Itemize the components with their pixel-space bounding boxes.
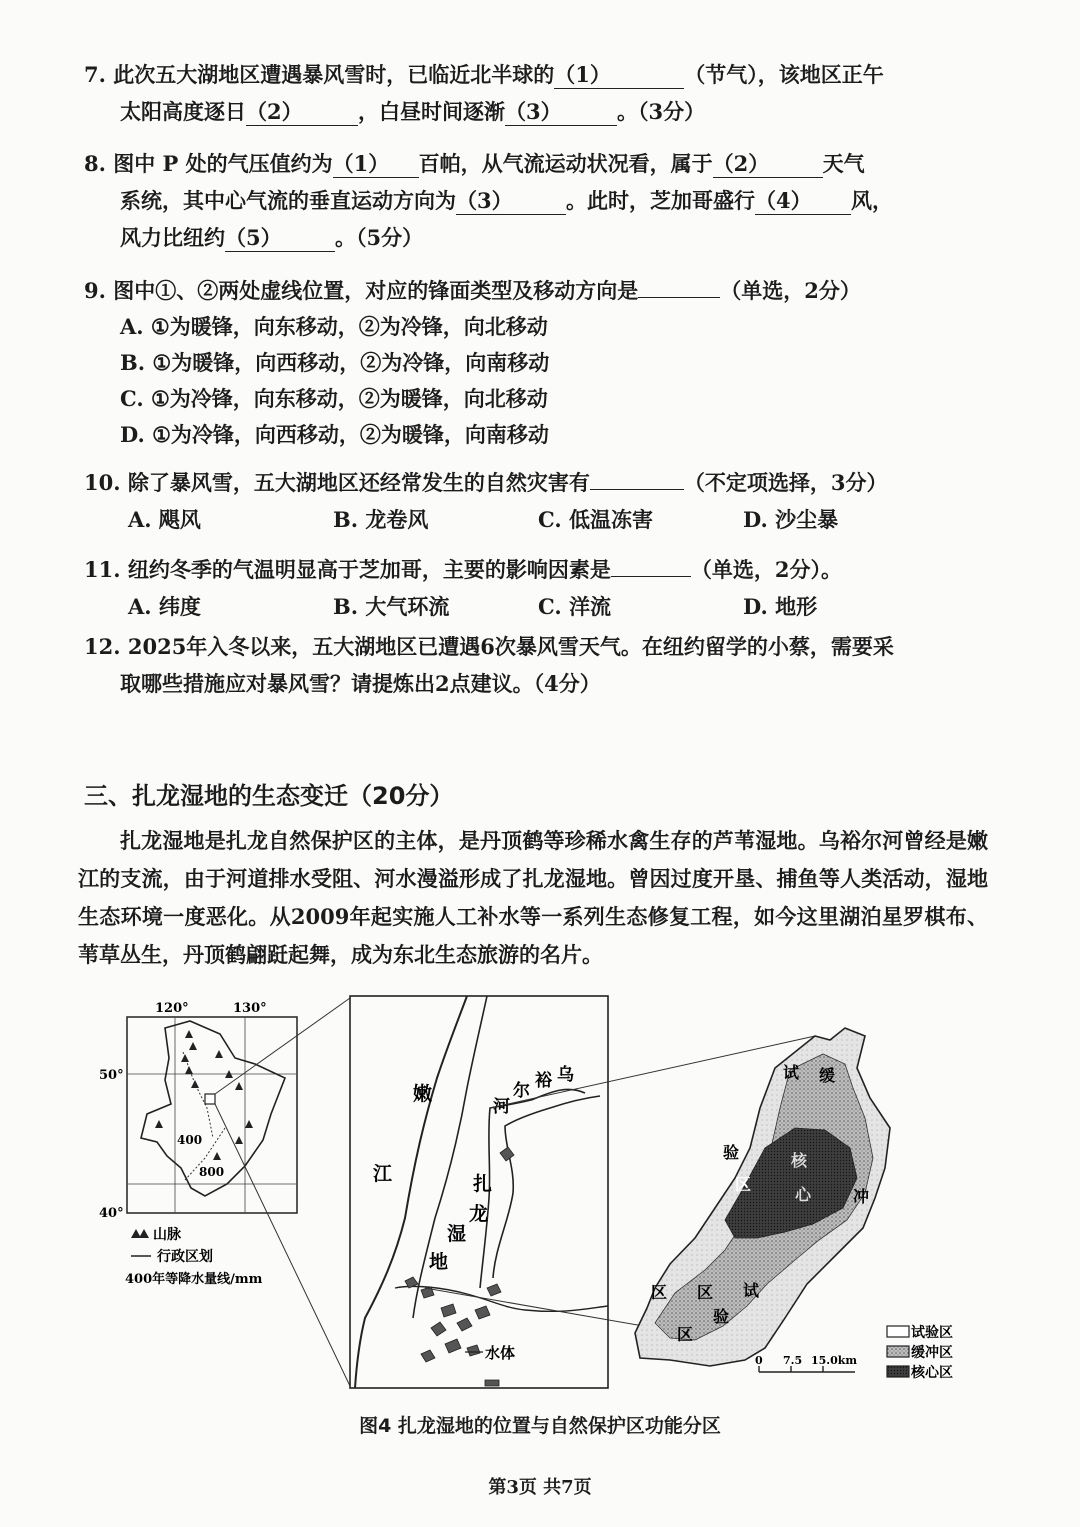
question-text: ，白昼时间逐渐 [358, 99, 505, 124]
answer-blank[interactable] [638, 297, 720, 298]
question-11 [84, 551, 984, 625]
question-7 [84, 56, 984, 130]
zone-label-buffer: 区 [651, 1283, 668, 1302]
question-text: 系统，其中心气流的垂直运动方向为 [120, 188, 456, 213]
question-text: 。（5分） [335, 225, 424, 250]
river-label-jiang: 江 [373, 1163, 393, 1185]
question-text: 除了暴风雪，五大湖地区还经常发生的自然灾害有 [127, 470, 590, 495]
zone-label-trial: 区 [677, 1325, 694, 1344]
question-text: （不定项选择，3分） [683, 470, 888, 495]
river-label-wuyuer: 河 [493, 1097, 510, 1117]
river-label-wuyuer: 尔 [513, 1081, 530, 1101]
question-8 [84, 145, 984, 256]
legend-admin: 行政区划 [157, 1249, 213, 1265]
legend-mountain: 山脉 [153, 1227, 181, 1243]
question-12 [84, 628, 984, 702]
answer-blank[interactable]: （2） [246, 99, 358, 126]
inset-latitude-label: 50° [99, 1068, 124, 1083]
question-text: （节气），该地区正午 [684, 62, 884, 87]
answer-blank[interactable]: （5） [225, 225, 335, 252]
zone-label-trial: 试 [783, 1063, 800, 1082]
question-text: 百帕，从气流运动状况看，属于 [418, 151, 713, 176]
wetland-label: 湿 [447, 1223, 467, 1245]
option-a[interactable]: A. 纬度 [128, 594, 201, 619]
legend-isohyet: 400年等降水量线/mm [125, 1272, 263, 1287]
question-10 [84, 464, 984, 538]
river-label-wuyuer: 裕 [535, 1071, 552, 1091]
scale-label: 7.5 [783, 1354, 803, 1367]
option-b[interactable]: B. 大气环流 [333, 594, 450, 619]
inset-map [99, 1001, 297, 1287]
inset-legend [125, 1227, 263, 1287]
page-footer: 第3页 共7页 [488, 1477, 592, 1498]
option-d[interactable]: D. 沙尘暴 [743, 507, 839, 532]
water-body-label: 水体 [485, 1344, 516, 1362]
isohyet-label: 800 [199, 1165, 225, 1179]
option-b[interactable]: B. 龙卷风 [333, 507, 429, 532]
buffer-zone-swatch [887, 1346, 909, 1357]
question-text: 。此时，芝加哥盛行 [566, 188, 755, 213]
answer-blank[interactable]: （2） [713, 151, 823, 178]
inset-latitude-label: 40° [99, 1206, 124, 1221]
isohyet-label: 400 [177, 1133, 203, 1147]
wetland-label: 地 [429, 1251, 449, 1273]
option-c[interactable]: C. 低温冻害 [538, 507, 653, 532]
legend-buffer: 缓冲区 [911, 1345, 953, 1361]
legend-core: 核心区 [911, 1365, 953, 1381]
inset-longitude-label: 130° [233, 1001, 267, 1016]
question-number: 12. [84, 634, 121, 659]
question-text: 。（3分） [617, 99, 706, 124]
option-a[interactable]: A. 飓风 [128, 507, 201, 532]
zone-label-core: 核 [791, 1151, 808, 1170]
question-text: （单选，2分） [720, 278, 861, 303]
figure-4-maps [95, 988, 985, 1408]
answer-blank[interactable]: （4） [755, 188, 851, 215]
zone-label-trial: 验 [723, 1143, 740, 1162]
question-number: 9. [84, 278, 106, 303]
zone-label-core: 区 [697, 1283, 714, 1302]
zone-legend [887, 1324, 953, 1381]
zone-label-buffer: 缓 [819, 1066, 836, 1085]
question-text: 风， [851, 188, 893, 213]
question-text: 太阳高度逐日 [120, 99, 246, 124]
wetland-label: 龙 [469, 1203, 489, 1225]
question-text: 取哪些措施应对暴风雪？请提炼出2点建议。（4分） [120, 671, 601, 696]
scale-label: 15.0km [811, 1354, 858, 1367]
answer-blank[interactable] [590, 489, 684, 490]
maps-svg [95, 988, 985, 1408]
scale-bar [755, 1354, 857, 1372]
wetland-label: 扎 [473, 1173, 493, 1195]
core-zone-swatch [887, 1366, 909, 1377]
zone-label-trial: 区 [735, 1175, 752, 1194]
scale-label: 0 [755, 1354, 763, 1367]
trial-zone-swatch [887, 1326, 909, 1337]
inset-longitude-label: 120° [155, 1001, 189, 1016]
answer-blank[interactable] [611, 576, 691, 577]
legend-trial: 试验区 [911, 1325, 953, 1341]
zone-label-trial: 验 [713, 1307, 730, 1326]
question-number: 8. [84, 151, 106, 176]
question-text: 风力比纽约 [120, 225, 225, 250]
question-number: 11. [84, 557, 121, 582]
question-text: 图中①、②两处虚线位置，对应的锋面类型及移动方向是 [113, 278, 639, 303]
section-title: 三、扎龙湿地的生态变迁（20分） [84, 782, 454, 810]
question-text: 纽约冬季的气温明显高于芝加哥，主要的影响因素是 [127, 557, 611, 582]
question-text: （单选，2分）。 [690, 557, 842, 582]
question-text: 天气 [822, 151, 865, 176]
question-text: 图中 P 处的气压值约为 [113, 151, 333, 176]
option-d[interactable]: D. 地形 [743, 594, 818, 619]
question-number: 7. [84, 62, 106, 87]
option-c[interactable]: C. ①为冷锋，向东移动，②为暖锋，向北移动 [120, 386, 548, 411]
zone-label-buffer: 冲 [853, 1187, 870, 1206]
river-label-wuyuer: 乌 [557, 1065, 574, 1085]
option-d[interactable]: D. ①为冷锋，向西移动，②为暖锋，向南移动 [120, 422, 549, 447]
question-9 [84, 272, 984, 453]
figure-caption: 图4 扎龙湿地的位置与自然保护区功能分区 [359, 1415, 721, 1437]
zone-map [635, 1028, 953, 1381]
answer-blank[interactable]: （3） [456, 188, 566, 215]
zone-label-trial: 试 [743, 1281, 760, 1300]
middle-map [350, 996, 608, 1388]
zone-label-core: 心 [795, 1185, 812, 1204]
option-c[interactable]: C. 洋流 [538, 594, 611, 619]
answer-blank[interactable]: （1） [333, 151, 419, 178]
section-passage [78, 822, 988, 974]
question-text: 2025年入冬以来，五大湖地区已遭遇6次暴风雪天气。在纽约留学的小蔡，需要采 [127, 634, 894, 659]
mountain-icon [131, 1229, 149, 1238]
passage-text: 扎龙湿地是扎龙自然保护区的主体，是丹顶鹤等珍稀水禽生存的芦苇湿地。乌裕尔河曾经是嫩江的支流，由于河道排水受阻、河水漫溢形成了扎龙湿地。曾因过度开垦、捕鱼等人类活动，湿地生态环境一度恶化。从2009年起实施人工补水等一系列生态修复工程，如今这里湖泊星罗棋布、苇草丛生，丹顶鹤翩跹起舞，成为东北生态旅游的名片。 [78, 828, 988, 967]
river-label-nen: 嫩 [413, 1083, 433, 1105]
option-b[interactable]: B. ①为暖锋，向西移动，②为冷锋，向南移动 [120, 350, 550, 375]
answer-blank[interactable]: （1） [554, 62, 684, 89]
question-number: 10. [84, 470, 121, 495]
option-a[interactable]: A. ①为暖锋，向东移动，②为冷锋，向北移动 [120, 314, 548, 339]
answer-blank[interactable]: （3） [505, 99, 617, 126]
question-text: 此次五大湖地区遭遇暴风雪时，已临近北半球的 [113, 62, 555, 87]
